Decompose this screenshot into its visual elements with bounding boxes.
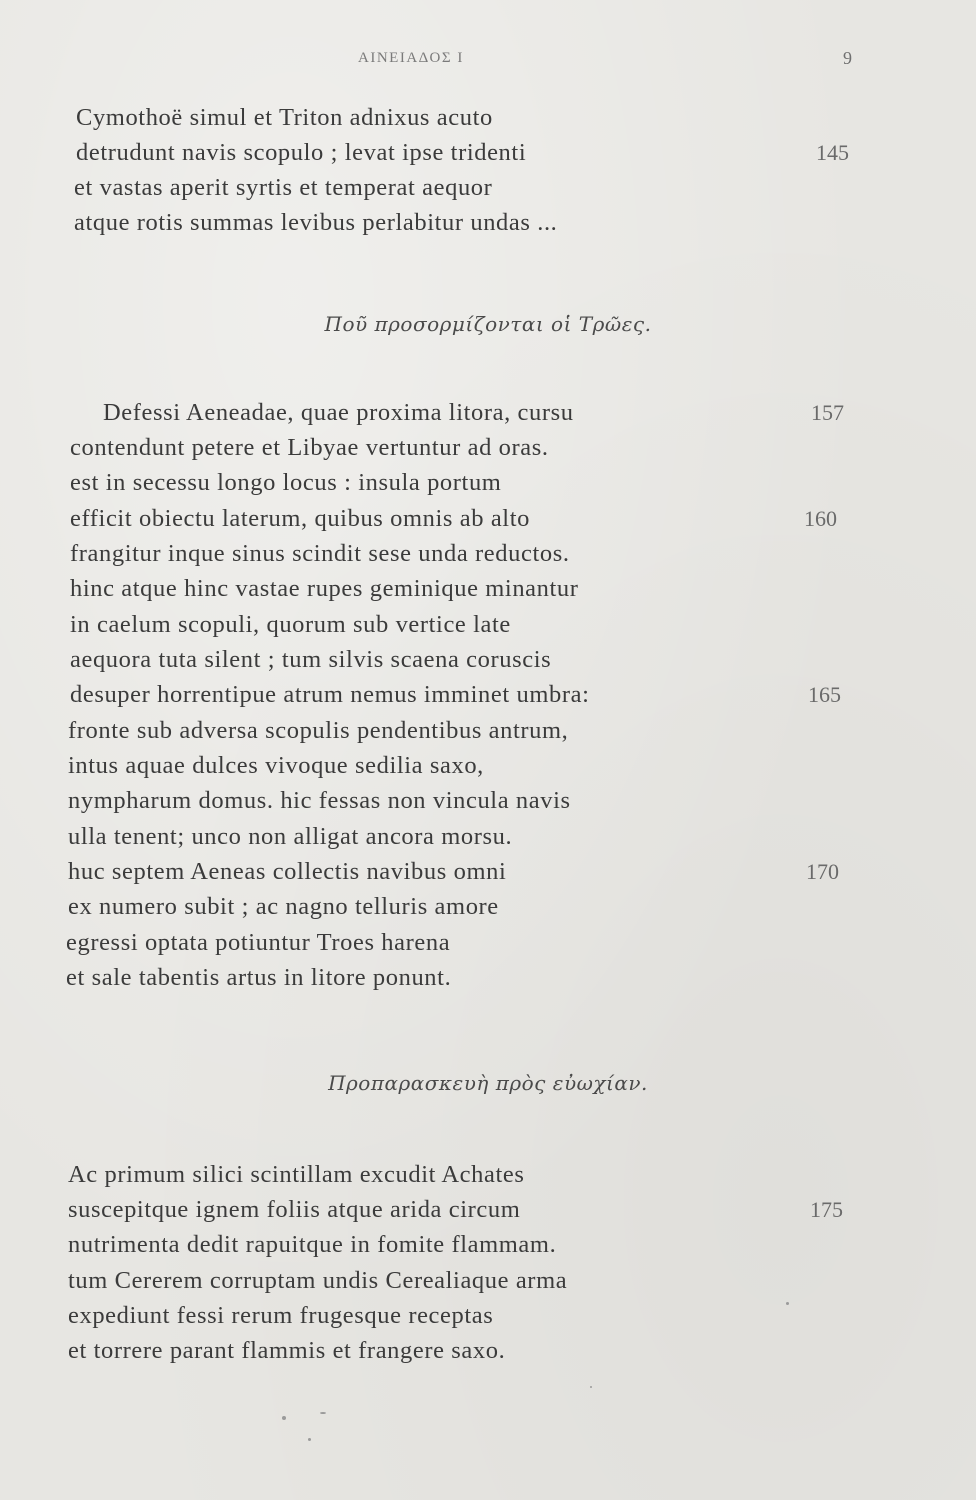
verse-text: fronte sub adversa scopulis pendentibus antrum,	[68, 717, 569, 744]
verse-line	[0, 713, 976, 748]
verse-line	[0, 677, 976, 712]
verse-line	[0, 1333, 976, 1368]
verse-text: hinc atque hinc vastae rupes geminique minantur	[70, 575, 579, 602]
verse-line	[0, 607, 976, 642]
verse-line	[0, 100, 976, 135]
print-speck	[308, 1438, 311, 1441]
verse-line	[0, 783, 976, 818]
verse-text: et sale tabentis artus in litore ponunt.	[66, 964, 452, 991]
verse-text: efficit obiectu laterum, quibus omnis ab alto	[70, 505, 530, 532]
line-number: 175	[810, 1197, 843, 1222]
verse-line	[0, 170, 976, 205]
verse-text: atque rotis summas levibus perlabitur undas ...	[74, 209, 558, 236]
verse-text: nutrimenta dedit rapuitque in fomite flammam.	[68, 1231, 557, 1258]
verse-line	[0, 1157, 976, 1192]
page-number: 9	[843, 48, 852, 68]
verse-line	[0, 135, 976, 170]
verse-text: et vastas aperit syrtis et temperat aequor	[74, 174, 493, 201]
verse-text: ulla tenent; unco non alligat ancora morsu.	[68, 823, 513, 850]
verse-text: aequora tuta silent ; tum silvis scaena coruscis	[70, 646, 552, 673]
verse-line	[0, 642, 976, 677]
verse-text: suscepitque ignem foliis atque arida circum	[68, 1196, 521, 1223]
verse-line	[0, 536, 976, 571]
verse-text: desuper horrentipue atrum nemus imminet umbra:	[70, 681, 590, 708]
verse-line	[0, 748, 976, 783]
verse-line	[0, 430, 976, 465]
verse-line	[0, 1263, 976, 1298]
verse-text: Defessi Aeneadae, quae proxima litora, cursu	[103, 399, 574, 426]
verse-text: detrudunt navis scopulo ; levat ipse tridenti	[76, 139, 527, 166]
verse-text: Ac primum silici scintillam excudit Achates	[68, 1161, 525, 1188]
section-heading-2: Προπαρασκευὴ πρὸς εὐωχίαν.	[328, 1071, 648, 1095]
verse-line	[0, 819, 976, 854]
verse-line	[0, 205, 976, 240]
verse-line	[0, 854, 976, 889]
line-number: 160	[804, 506, 837, 531]
verse-line	[0, 395, 976, 430]
verse-line	[0, 889, 976, 924]
print-speck	[320, 1412, 326, 1414]
verse-text: intus aquae dulces vivoque sedilia saxo,	[68, 752, 484, 779]
line-number: 170	[806, 859, 839, 884]
verse-text: Cymothoë simul et Triton adnixus acuto	[76, 104, 493, 131]
verse-line	[0, 1192, 976, 1227]
verse-text: ex numero subit ; ac nagno telluris amore	[68, 893, 499, 920]
verse-text: est in secessu longo locus : insula portum	[70, 469, 502, 496]
verse-text: frangitur inque sinus scindit sese unda reductos.	[70, 540, 570, 567]
print-speck	[590, 1386, 592, 1388]
verse-line	[0, 1298, 976, 1333]
print-speck	[282, 1416, 286, 1420]
verse-text: et torrere parant flammis et frangere saxo.	[68, 1337, 506, 1364]
verse-text: nympharum domus. hic fessas non vincula navis	[68, 787, 571, 814]
running-title: ΑΙΝΕΙΑΔΟΣ Ι	[358, 50, 464, 66]
verse-text: tum Cererem corruptam undis Cerealiaque arma	[68, 1267, 568, 1294]
verse-text: huc septem Aeneas collectis navibus omni	[68, 858, 507, 885]
verse-text: in caelum scopuli, quorum sub vertice late	[70, 611, 511, 638]
line-number: 157	[811, 400, 844, 425]
verse-line	[0, 501, 976, 536]
running-head	[0, 48, 976, 72]
verse-text: contendunt petere et Libyae vertuntur ad oras.	[70, 434, 549, 461]
line-number: 165	[808, 682, 841, 707]
verse-line	[0, 960, 976, 995]
line-number: 145	[816, 140, 849, 165]
verse-text: expediunt fessi rerum frugesque receptas	[68, 1302, 494, 1329]
verse-text: egressi optata potiuntur Troes harena	[66, 929, 451, 956]
verse-line	[0, 1227, 976, 1262]
verse-line	[0, 465, 976, 500]
verse-line	[0, 925, 976, 960]
verse-line	[0, 571, 976, 606]
print-speck	[786, 1302, 789, 1305]
section-heading-1: Ποῦ προσορμίζονται οἱ Τρῶες.	[324, 312, 652, 336]
